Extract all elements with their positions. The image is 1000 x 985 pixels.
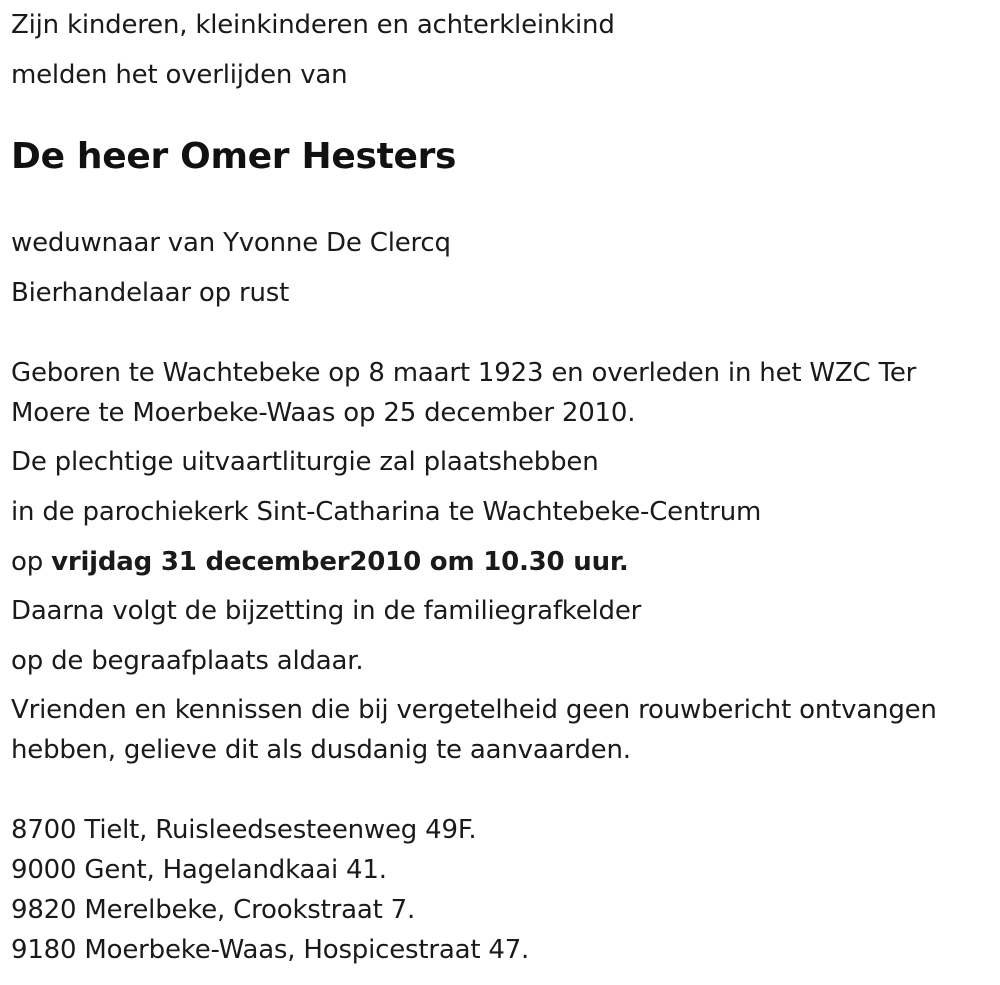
intro-line-1: Zijn kinderen, kleinkinderen en achterkleinkind [11, 10, 615, 40]
occupation-line: Bierhandelaar op rust [11, 278, 290, 308]
address-line: 8700 Tielt, Ruisleedsesteenweg 49F. [11, 815, 477, 845]
liturgy-line: De plechtige uitvaartliturgie zal plaatshebben [11, 447, 599, 477]
intro-line-2: melden het overlijden van [11, 60, 348, 90]
funeral-date: vrijdag 31 december2010 om 10.30 uur. [51, 547, 629, 577]
address-line: 9000 Gent, Hagelandkaai 41. [11, 855, 387, 885]
deceased-name: De heer Omer Hesters [11, 136, 457, 177]
burial-line-1: Daarna volgt de bijzetting in de familiegrafkelder [11, 596, 642, 626]
notice-paragraph: Vrienden en kennissen die bij vergetelheid geen rouwbericht ontvangen hebben, gelieve dit als dusdanig te aanvaarden. [11, 695, 937, 765]
date-prefix: op [11, 547, 44, 577]
address-line: 9820 Merelbeke, Crookstraat 7. [11, 895, 416, 925]
birth-death-paragraph: Geboren te Wachtebeke op 8 maart 1923 en overleden in het WZC Ter Moere te Moerbeke-Waas op 25 december 2010. [11, 358, 917, 428]
spouse-line: weduwnaar van Yvonne De Clercq [11, 228, 451, 258]
address-line: 9180 Moerbeke-Waas, Hospicestraat 47. [11, 935, 530, 965]
burial-line-2: op de begraafplaats aldaar. [11, 646, 364, 676]
funeral-date-line [11, 542, 629, 582]
church-line: in de parochiekerk Sint-Catharina te Wachtebeke-Centrum [11, 497, 762, 527]
